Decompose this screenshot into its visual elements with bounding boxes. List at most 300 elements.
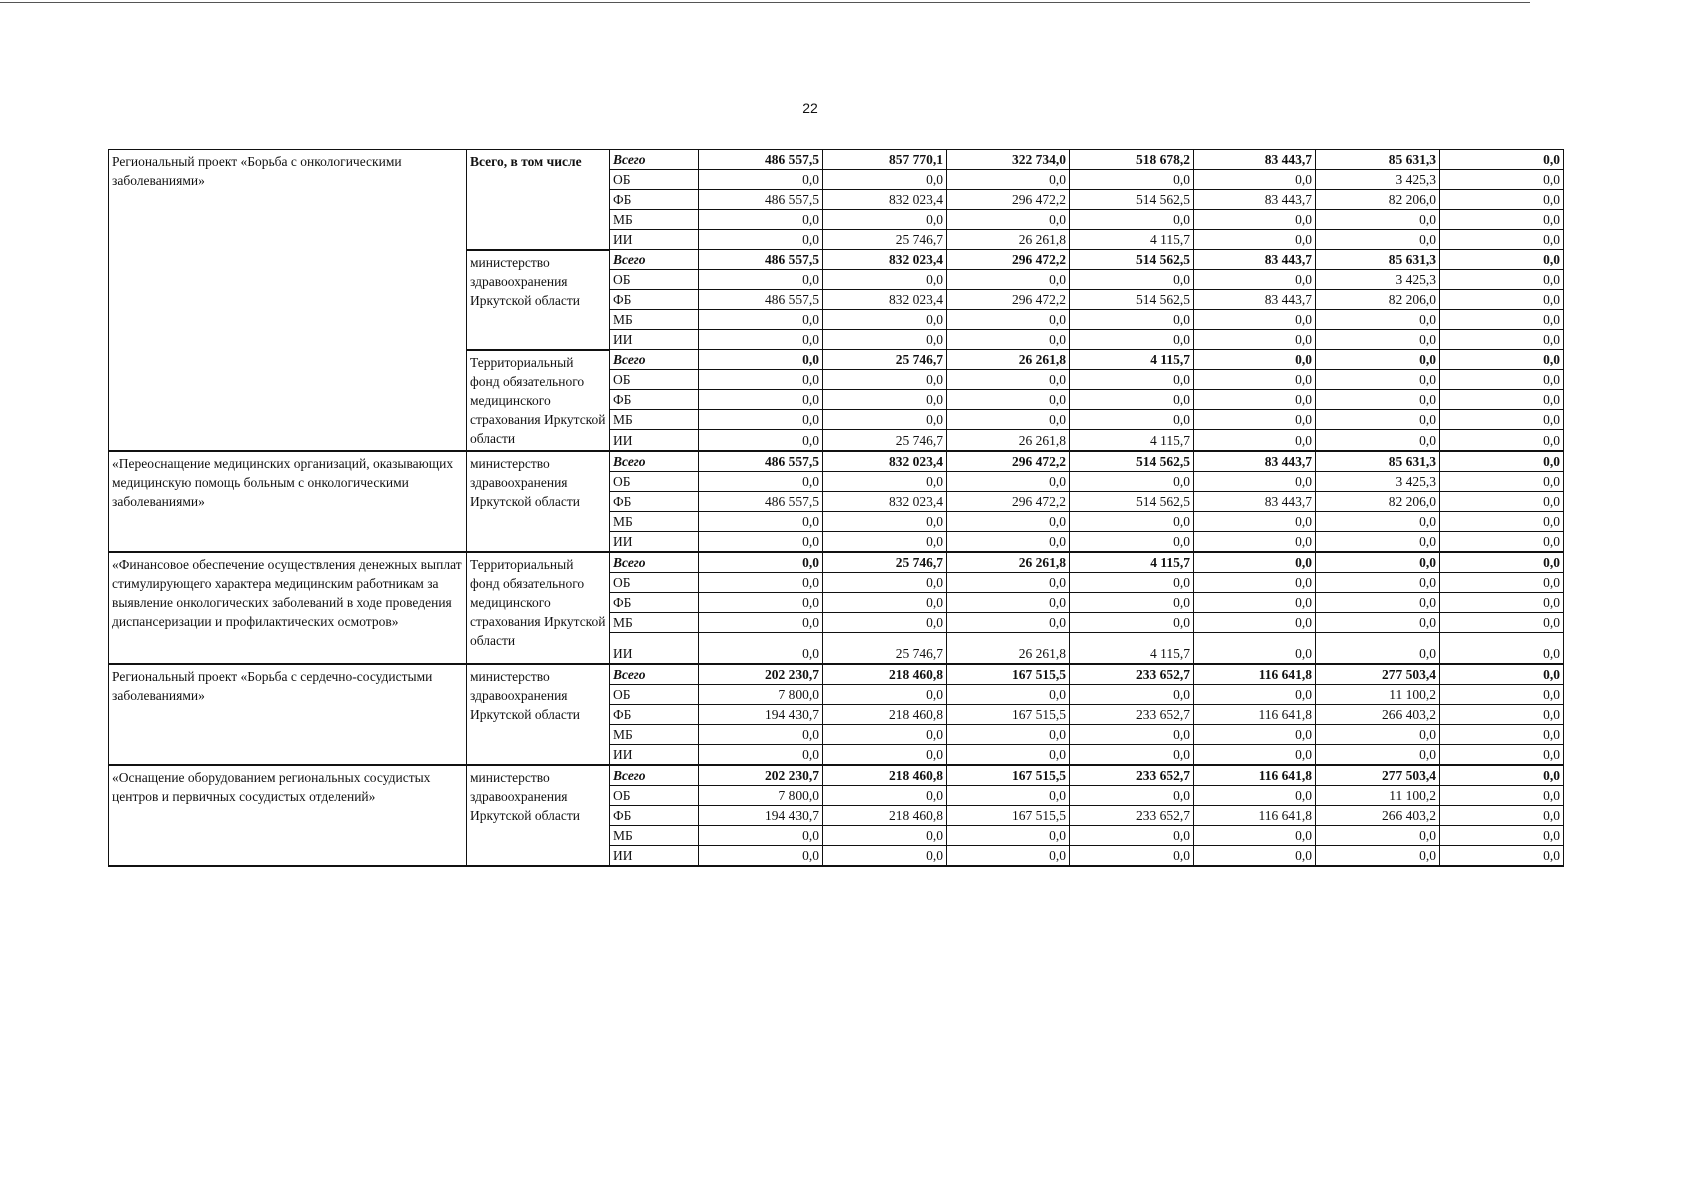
- amount-cell: 233 652,7: [1070, 704, 1194, 724]
- amount-cell: 514 562,5: [1070, 491, 1194, 511]
- funding-source-cell: ОБ: [610, 170, 699, 190]
- amount-cell: 218 460,8: [823, 765, 947, 786]
- amount-cell: 0,0: [1194, 170, 1316, 190]
- event-name-cell: Региональный проект «Борьба с сердечно-сосудистыми заболеваниями»: [109, 664, 467, 765]
- amount-cell: 0,0: [947, 471, 1070, 491]
- amount-cell: 832 023,4: [823, 190, 947, 210]
- amount-cell: 0,0: [823, 471, 947, 491]
- amount-cell: 0,0: [699, 370, 823, 390]
- amount-cell: 0,0: [947, 572, 1070, 592]
- amount-cell: 0,0: [699, 471, 823, 491]
- funding-source-cell: ФБ: [610, 290, 699, 310]
- amount-cell: 0,0: [1070, 684, 1194, 704]
- amount-cell: 277 503,4: [1316, 765, 1440, 786]
- amount-cell: 0,0: [699, 410, 823, 430]
- amount-cell: 116 641,8: [1194, 805, 1316, 825]
- amount-cell: 514 562,5: [1070, 290, 1194, 310]
- amount-cell: 0,0: [699, 330, 823, 350]
- amount-cell: 0,0: [1316, 511, 1440, 531]
- amount-cell: 167 515,5: [947, 805, 1070, 825]
- amount-cell: 202 230,7: [699, 664, 823, 685]
- amount-cell: 82 206,0: [1316, 491, 1440, 511]
- funding-source-cell: ИИ: [610, 531, 699, 552]
- amount-cell: 0,0: [1316, 744, 1440, 765]
- funding-source-cell: ФБ: [610, 491, 699, 511]
- amount-cell: 0,0: [1070, 471, 1194, 491]
- amount-cell: 486 557,5: [699, 290, 823, 310]
- responsible-executor-cell: министерство здравоохранения Иркутской области: [467, 451, 610, 552]
- funding-source-cell: ФБ: [610, 592, 699, 612]
- amount-cell: 0,0: [1194, 744, 1316, 765]
- event-name-cell: Региональный проект «Борьба с онкологическими заболеваниями»: [109, 150, 467, 451]
- amount-cell: 0,0: [699, 531, 823, 552]
- amount-cell: 25 746,7: [823, 350, 947, 370]
- amount-cell: 0,0: [1316, 632, 1440, 664]
- amount-cell: 3 425,3: [1316, 471, 1440, 491]
- amount-cell: 0,0: [1440, 190, 1564, 210]
- top-border-line: [0, 2, 1530, 3]
- amount-cell: 832 023,4: [823, 491, 947, 511]
- amount-cell: 0,0: [699, 612, 823, 632]
- amount-cell: 0,0: [823, 531, 947, 552]
- amount-cell: 7 800,0: [699, 785, 823, 805]
- table-row: [109, 150, 1564, 170]
- amount-cell: 0,0: [699, 825, 823, 845]
- amount-cell: 832 023,4: [823, 290, 947, 310]
- amount-cell: 202 230,7: [699, 765, 823, 786]
- amount-cell: 0,0: [1440, 250, 1564, 270]
- funding-source-cell: ИИ: [610, 632, 699, 664]
- funding-source-cell: ФБ: [610, 190, 699, 210]
- amount-cell: 3 425,3: [1316, 170, 1440, 190]
- amount-cell: 0,0: [1440, 210, 1564, 230]
- amount-cell: 0,0: [1316, 390, 1440, 410]
- amount-cell: 0,0: [1316, 612, 1440, 632]
- amount-cell: 0,0: [1440, 410, 1564, 430]
- amount-cell: 4 115,7: [1070, 632, 1194, 664]
- amount-cell: 4 115,7: [1070, 552, 1194, 573]
- amount-cell: 0,0: [1316, 825, 1440, 845]
- amount-cell: 0,0: [1070, 825, 1194, 845]
- amount-cell: 7 800,0: [699, 684, 823, 704]
- amount-cell: 83 443,7: [1194, 290, 1316, 310]
- amount-cell: 0,0: [947, 410, 1070, 430]
- funding-source-cell: ФБ: [610, 805, 699, 825]
- amount-cell: 0,0: [1070, 724, 1194, 744]
- amount-cell: 218 460,8: [823, 704, 947, 724]
- funding-source-cell: МБ: [610, 724, 699, 744]
- amount-cell: 85 631,3: [1316, 451, 1440, 472]
- amount-cell: 0,0: [1070, 845, 1194, 866]
- amount-cell: 0,0: [1194, 430, 1316, 451]
- funding-source-cell: МБ: [610, 410, 699, 430]
- amount-cell: 0,0: [1440, 592, 1564, 612]
- amount-cell: 514 562,5: [1070, 190, 1194, 210]
- amount-cell: 0,0: [1440, 632, 1564, 664]
- amount-cell: 832 023,4: [823, 250, 947, 270]
- amount-cell: 0,0: [823, 330, 947, 350]
- amount-cell: 0,0: [1440, 310, 1564, 330]
- responsible-executor-cell: министерство здравоохранения Иркутской области: [467, 765, 610, 866]
- amount-cell: 83 443,7: [1194, 150, 1316, 170]
- amount-cell: 167 515,5: [947, 765, 1070, 786]
- funding-source-cell: Всего: [610, 552, 699, 573]
- amount-cell: 194 430,7: [699, 704, 823, 724]
- amount-cell: 167 515,5: [947, 704, 1070, 724]
- amount-cell: 0,0: [947, 310, 1070, 330]
- amount-cell: 0,0: [1440, 785, 1564, 805]
- amount-cell: 0,0: [1440, 684, 1564, 704]
- amount-cell: 0,0: [699, 592, 823, 612]
- amount-cell: 0,0: [1070, 370, 1194, 390]
- amount-cell: 0,0: [1440, 230, 1564, 250]
- amount-cell: 0,0: [1194, 684, 1316, 704]
- funding-source-cell: Всего: [610, 765, 699, 786]
- amount-cell: 4 115,7: [1070, 430, 1194, 451]
- amount-cell: 0,0: [1440, 471, 1564, 491]
- funding-source-cell: Всего: [610, 451, 699, 472]
- amount-cell: 0,0: [699, 310, 823, 330]
- amount-cell: 0,0: [1440, 704, 1564, 724]
- amount-cell: 0,0: [823, 310, 947, 330]
- amount-cell: 0,0: [947, 511, 1070, 531]
- amount-cell: 25 746,7: [823, 430, 947, 451]
- amount-cell: 0,0: [1440, 170, 1564, 190]
- amount-cell: 0,0: [947, 744, 1070, 765]
- amount-cell: 26 261,8: [947, 632, 1070, 664]
- amount-cell: 0,0: [947, 370, 1070, 390]
- amount-cell: 0,0: [1194, 632, 1316, 664]
- funding-source-cell: ИИ: [610, 845, 699, 866]
- amount-cell: 167 515,5: [947, 664, 1070, 685]
- amount-cell: 296 472,2: [947, 250, 1070, 270]
- amount-cell: 0,0: [823, 390, 947, 410]
- amount-cell: 0,0: [947, 785, 1070, 805]
- amount-cell: 0,0: [1194, 270, 1316, 290]
- funding-source-cell: ОБ: [610, 785, 699, 805]
- amount-cell: 0,0: [1316, 724, 1440, 744]
- amount-cell: 0,0: [1070, 572, 1194, 592]
- amount-cell: 0,0: [699, 572, 823, 592]
- amount-cell: 0,0: [1194, 330, 1316, 350]
- amount-cell: 0,0: [1440, 825, 1564, 845]
- funding-source-cell: МБ: [610, 825, 699, 845]
- amount-cell: 0,0: [699, 552, 823, 573]
- responsible-executor-cell: министерство здравоохранения Иркутской области: [467, 250, 610, 350]
- amount-cell: 0,0: [1194, 612, 1316, 632]
- amount-cell: 26 261,8: [947, 430, 1070, 451]
- responsible-executor-cell: Территориальный фонд обязательного медицинского страхования Иркутской области: [467, 350, 610, 451]
- amount-cell: 514 562,5: [1070, 451, 1194, 472]
- amount-cell: 0,0: [1316, 572, 1440, 592]
- amount-cell: 0,0: [1070, 170, 1194, 190]
- amount-cell: 486 557,5: [699, 250, 823, 270]
- funding-source-cell: ИИ: [610, 330, 699, 350]
- amount-cell: 0,0: [1194, 370, 1316, 390]
- event-name-cell: «Финансовое обеспечение осуществления денежных выплат стимулирующего характера медицинским работникам за выявление онкологических заболеваний в ходе проведения диспансеризации и профилактических осмотров»: [109, 552, 467, 664]
- amount-cell: 0,0: [823, 210, 947, 230]
- amount-cell: 514 562,5: [1070, 250, 1194, 270]
- amount-cell: 116 641,8: [1194, 704, 1316, 724]
- amount-cell: 0,0: [1440, 664, 1564, 685]
- amount-cell: 0,0: [1316, 210, 1440, 230]
- amount-cell: 0,0: [823, 511, 947, 531]
- amount-cell: 0,0: [1194, 724, 1316, 744]
- amount-cell: 0,0: [1070, 511, 1194, 531]
- table-row: [109, 552, 1564, 573]
- amount-cell: 0,0: [1440, 744, 1564, 765]
- amount-cell: 26 261,8: [947, 230, 1070, 250]
- amount-cell: 0,0: [1440, 370, 1564, 390]
- amount-cell: 85 631,3: [1316, 250, 1440, 270]
- amount-cell: 218 460,8: [823, 664, 947, 685]
- amount-cell: 0,0: [1440, 612, 1564, 632]
- amount-cell: 296 472,2: [947, 451, 1070, 472]
- amount-cell: 0,0: [823, 684, 947, 704]
- amount-cell: 0,0: [823, 370, 947, 390]
- amount-cell: 486 557,5: [699, 451, 823, 472]
- amount-cell: 85 631,3: [1316, 150, 1440, 170]
- amount-cell: 25 746,7: [823, 230, 947, 250]
- amount-cell: 0,0: [823, 572, 947, 592]
- amount-cell: 0,0: [823, 744, 947, 765]
- funding-source-cell: МБ: [610, 310, 699, 330]
- amount-cell: 0,0: [1070, 592, 1194, 612]
- funding-source-cell: МБ: [610, 210, 699, 230]
- amount-cell: 0,0: [1194, 572, 1316, 592]
- funding-source-cell: ИИ: [610, 744, 699, 765]
- funding-source-cell: Всего: [610, 664, 699, 685]
- amount-cell: 0,0: [699, 511, 823, 531]
- amount-cell: 0,0: [699, 350, 823, 370]
- amount-cell: 0,0: [1440, 511, 1564, 531]
- amount-cell: 0,0: [1070, 785, 1194, 805]
- amount-cell: 0,0: [1440, 491, 1564, 511]
- table-row: [109, 664, 1564, 685]
- amount-cell: 116 641,8: [1194, 765, 1316, 786]
- amount-cell: 0,0: [1070, 210, 1194, 230]
- amount-cell: 0,0: [1440, 330, 1564, 350]
- amount-cell: 0,0: [1194, 310, 1316, 330]
- amount-cell: 0,0: [1316, 370, 1440, 390]
- amount-cell: 277 503,4: [1316, 664, 1440, 685]
- amount-cell: 0,0: [699, 430, 823, 451]
- amount-cell: 83 443,7: [1194, 451, 1316, 472]
- amount-cell: 0,0: [1440, 451, 1564, 472]
- amount-cell: 0,0: [1194, 350, 1316, 370]
- amount-cell: 26 261,8: [947, 350, 1070, 370]
- table-row: [109, 765, 1564, 786]
- amount-cell: 486 557,5: [699, 150, 823, 170]
- amount-cell: 82 206,0: [1316, 190, 1440, 210]
- amount-cell: 0,0: [1316, 350, 1440, 370]
- amount-cell: 832 023,4: [823, 451, 947, 472]
- event-name-cell: «Переоснащение медицинских организаций, оказывающих медицинскую помощь больным с онкологическими заболеваниями»: [109, 451, 467, 552]
- amount-cell: 0,0: [699, 270, 823, 290]
- amount-cell: 233 652,7: [1070, 805, 1194, 825]
- amount-cell: 0,0: [1316, 230, 1440, 250]
- amount-cell: 0,0: [699, 390, 823, 410]
- amount-cell: 0,0: [1316, 310, 1440, 330]
- amount-cell: 0,0: [699, 230, 823, 250]
- amount-cell: 218 460,8: [823, 805, 947, 825]
- budget-table-body: [109, 150, 1564, 866]
- amount-cell: 0,0: [823, 170, 947, 190]
- event-name-cell: «Оснащение оборудованием региональных сосудистых центров и первичных сосудистых отделений»: [109, 765, 467, 866]
- amount-cell: 0,0: [1194, 511, 1316, 531]
- amount-cell: 83 443,7: [1194, 491, 1316, 511]
- amount-cell: 0,0: [699, 170, 823, 190]
- amount-cell: 233 652,7: [1070, 765, 1194, 786]
- amount-cell: 0,0: [1440, 552, 1564, 573]
- amount-cell: 486 557,5: [699, 190, 823, 210]
- responsible-executor-cell: министерство здравоохранения Иркутской области: [467, 664, 610, 765]
- amount-cell: 0,0: [947, 612, 1070, 632]
- amount-cell: 266 403,2: [1316, 805, 1440, 825]
- amount-cell: 0,0: [947, 330, 1070, 350]
- amount-cell: 296 472,2: [947, 290, 1070, 310]
- amount-cell: 0,0: [1316, 430, 1440, 451]
- amount-cell: 0,0: [1440, 572, 1564, 592]
- funding-source-cell: ОБ: [610, 270, 699, 290]
- table-row: [109, 451, 1564, 472]
- amount-cell: 0,0: [699, 845, 823, 866]
- amount-cell: 0,0: [1194, 552, 1316, 573]
- amount-cell: 0,0: [947, 592, 1070, 612]
- amount-cell: 0,0: [1316, 552, 1440, 573]
- amount-cell: 857 770,1: [823, 150, 947, 170]
- funding-source-cell: ОБ: [610, 684, 699, 704]
- responsible-executor-cell: Территориальный фонд обязательного медицинского страхования Иркутской области: [467, 552, 610, 664]
- funding-source-cell: Всего: [610, 350, 699, 370]
- amount-cell: 266 403,2: [1316, 704, 1440, 724]
- amount-cell: 518 678,2: [1070, 150, 1194, 170]
- amount-cell: 0,0: [1440, 805, 1564, 825]
- amount-cell: 0,0: [1070, 330, 1194, 350]
- amount-cell: 0,0: [823, 410, 947, 430]
- amount-cell: 0,0: [947, 170, 1070, 190]
- amount-cell: 25 746,7: [823, 632, 947, 664]
- amount-cell: 0,0: [1194, 230, 1316, 250]
- amount-cell: 0,0: [1194, 825, 1316, 845]
- amount-cell: 0,0: [947, 825, 1070, 845]
- funding-source-cell: ОБ: [610, 572, 699, 592]
- amount-cell: 0,0: [1194, 410, 1316, 430]
- amount-cell: 25 746,7: [823, 552, 947, 573]
- amount-cell: 0,0: [947, 210, 1070, 230]
- funding-source-cell: ОБ: [610, 471, 699, 491]
- amount-cell: 0,0: [1316, 330, 1440, 350]
- amount-cell: 0,0: [1316, 845, 1440, 866]
- amount-cell: 0,0: [699, 210, 823, 230]
- amount-cell: 0,0: [823, 612, 947, 632]
- amount-cell: 0,0: [1440, 290, 1564, 310]
- responsible-executor-cell: Всего, в том числе: [467, 150, 610, 250]
- budget-table: [108, 149, 1564, 867]
- funding-source-cell: МБ: [610, 612, 699, 632]
- amount-cell: 26 261,8: [947, 552, 1070, 573]
- amount-cell: 0,0: [1316, 410, 1440, 430]
- amount-cell: 0,0: [1194, 531, 1316, 552]
- amount-cell: 11 100,2: [1316, 785, 1440, 805]
- amount-cell: 0,0: [1070, 410, 1194, 430]
- amount-cell: 4 115,7: [1070, 230, 1194, 250]
- amount-cell: 83 443,7: [1194, 250, 1316, 270]
- amount-cell: 0,0: [1194, 592, 1316, 612]
- amount-cell: 0,0: [947, 270, 1070, 290]
- amount-cell: 83 443,7: [1194, 190, 1316, 210]
- amount-cell: 0,0: [1316, 531, 1440, 552]
- amount-cell: 0,0: [1070, 310, 1194, 330]
- amount-cell: 82 206,0: [1316, 290, 1440, 310]
- amount-cell: 0,0: [1194, 785, 1316, 805]
- amount-cell: 0,0: [1070, 531, 1194, 552]
- amount-cell: 11 100,2: [1316, 684, 1440, 704]
- amount-cell: 0,0: [947, 531, 1070, 552]
- amount-cell: 0,0: [1194, 471, 1316, 491]
- amount-cell: 0,0: [1440, 845, 1564, 866]
- funding-source-cell: ФБ: [610, 390, 699, 410]
- funding-source-cell: МБ: [610, 511, 699, 531]
- amount-cell: 0,0: [823, 270, 947, 290]
- funding-source-cell: ИИ: [610, 430, 699, 451]
- funding-source-cell: ФБ: [610, 704, 699, 724]
- amount-cell: 0,0: [1440, 531, 1564, 552]
- amount-cell: 0,0: [1070, 390, 1194, 410]
- amount-cell: 0,0: [1440, 430, 1564, 451]
- amount-cell: 0,0: [947, 390, 1070, 410]
- funding-source-cell: ОБ: [610, 370, 699, 390]
- amount-cell: 233 652,7: [1070, 664, 1194, 685]
- amount-cell: 0,0: [1070, 744, 1194, 765]
- amount-cell: 0,0: [823, 592, 947, 612]
- funding-source-cell: Всего: [610, 250, 699, 270]
- amount-cell: 0,0: [1440, 724, 1564, 744]
- amount-cell: 0,0: [1316, 592, 1440, 612]
- amount-cell: 3 425,3: [1316, 270, 1440, 290]
- amount-cell: 0,0: [823, 785, 947, 805]
- funding-source-cell: ИИ: [610, 230, 699, 250]
- amount-cell: 0,0: [823, 724, 947, 744]
- amount-cell: 296 472,2: [947, 491, 1070, 511]
- amount-cell: 0,0: [947, 724, 1070, 744]
- amount-cell: 0,0: [1440, 270, 1564, 290]
- amount-cell: 0,0: [1070, 612, 1194, 632]
- funding-source-cell: Всего: [610, 150, 699, 170]
- amount-cell: 0,0: [1194, 210, 1316, 230]
- amount-cell: 0,0: [947, 845, 1070, 866]
- amount-cell: 486 557,5: [699, 491, 823, 511]
- amount-cell: 4 115,7: [1070, 350, 1194, 370]
- amount-cell: 116 641,8: [1194, 664, 1316, 685]
- amount-cell: 0,0: [1440, 350, 1564, 370]
- amount-cell: 0,0: [1070, 270, 1194, 290]
- amount-cell: 322 734,0: [947, 150, 1070, 170]
- amount-cell: 0,0: [699, 632, 823, 664]
- amount-cell: 0,0: [699, 724, 823, 744]
- amount-cell: 0,0: [947, 684, 1070, 704]
- amount-cell: 296 472,2: [947, 190, 1070, 210]
- amount-cell: 0,0: [1440, 765, 1564, 786]
- amount-cell: 0,0: [823, 845, 947, 866]
- amount-cell: 0,0: [1194, 390, 1316, 410]
- amount-cell: 0,0: [699, 744, 823, 765]
- amount-cell: 0,0: [1194, 845, 1316, 866]
- amount-cell: 0,0: [823, 825, 947, 845]
- amount-cell: 0,0: [1440, 390, 1564, 410]
- amount-cell: 194 430,7: [699, 805, 823, 825]
- page-number: 22: [802, 100, 818, 116]
